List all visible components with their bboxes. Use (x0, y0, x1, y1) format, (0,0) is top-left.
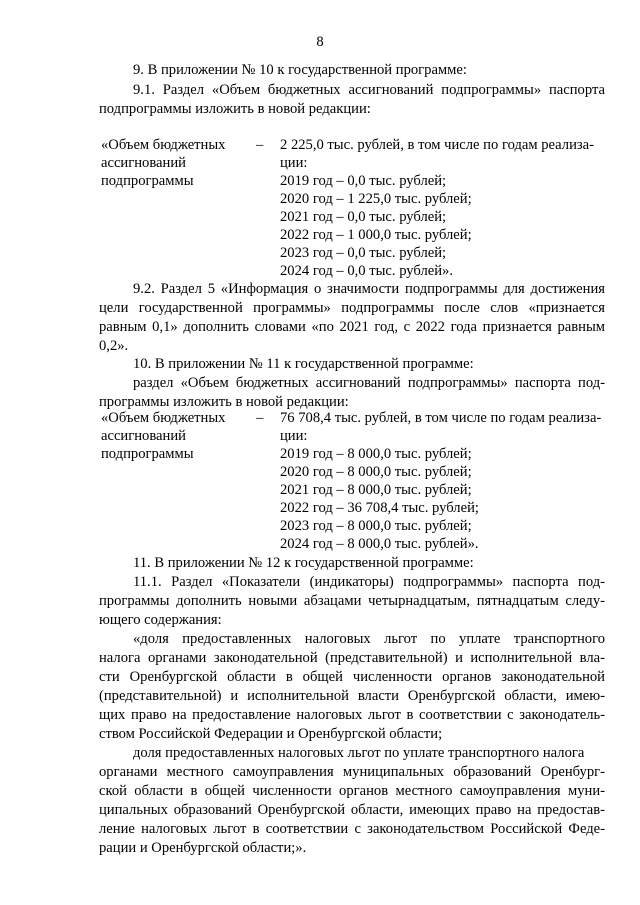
table-dash: – (256, 410, 264, 426)
quote-1-line: щих право на предоставление налоговых льгот в соответствии с законодатель- (99, 707, 605, 723)
quote-1-line: ством Российской Федерации и Оренбургской области; (99, 726, 443, 742)
table-value-line: 2019 год – 0,0 тыс. рублей; (280, 173, 447, 189)
quote-2-line: органами местного самоуправления муниципальных образований Оренбург- (99, 764, 605, 780)
table-value-line: 2022 год – 36 708,4 тыс. рублей; (280, 500, 479, 516)
quote-1-line: налога органами законодательной (представительной) и исполнительной вла- (99, 650, 605, 666)
quote-2-line: ской области в общей численности органов местного самоуправления муни- (99, 783, 605, 799)
quote-2-line: доля предоставленных налоговых льгот по уплате транспортного налога (133, 745, 585, 761)
quote-2-line: ципальных образований Оренбургской области, имеющих право на предостав- (99, 802, 605, 818)
table-value-line: 2023 год – 8 000,0 тыс. рублей; (280, 518, 472, 534)
quote-1-line: сти Оренбургской области в общей численности органов законодательной (99, 669, 605, 685)
section-9-2-line: 0,2». (99, 338, 129, 354)
table-label-line-3: подпрограммы (101, 446, 194, 462)
table-value-line: 2024 год – 8 000,0 тыс. рублей». (280, 536, 479, 552)
page-number: 8 (316, 34, 324, 50)
table-value-line: ции: (280, 428, 308, 444)
table-value-line: 2021 год – 0,0 тыс. рублей; (280, 209, 447, 225)
section-11-1-line: программы дополнить новыми абзацами четырнадцатым, пятнадцатым следу- (99, 593, 605, 609)
section-11-1-line: 11.1. Раздел «Показатели (индикаторы) подпрограммы» паспорта под- (133, 574, 605, 590)
table-label-line-2: ассигнований (101, 428, 186, 444)
section-9-2-line: 9.2. Раздел 5 «Информация о значимости подпрограммы для достижения (133, 281, 605, 297)
section-10-line-2: программы изложить в новой редакции: (99, 394, 349, 410)
table-value-line: 76 708,4 тыс. рублей, в том числе по годам реализа- (280, 410, 602, 426)
section-11-heading: 11. В приложении № 12 к государственной программе: (133, 555, 474, 571)
section-9-1-line-1: 9.1. Раздел «Объем бюджетных ассигнований подпрограммы» паспорта (133, 82, 605, 98)
table-label-line-1: «Объем бюджетных (101, 410, 226, 426)
section-10-heading: 10. В приложении № 11 к государственной программе: (133, 356, 474, 372)
section-9-heading: 9. В приложении № 10 к государственной программе: (133, 62, 467, 78)
table-value-line: 2020 год – 1 225,0 тыс. рублей; (280, 191, 472, 207)
table-value-line: 2024 год – 0,0 тыс. рублей». (280, 263, 453, 279)
section-9-2-line: цели государственной программы» подпрограммы после слов «признается (99, 300, 605, 316)
table-value-line: 2022 год – 1 000,0 тыс. рублей; (280, 227, 472, 243)
section-9-1-line-2: подпрограммы изложить в новой редакции: (99, 101, 371, 117)
section-11-1-line: ющего содержания: (99, 612, 222, 628)
table-value-line: ции: (280, 155, 308, 171)
table-value-line: 2 225,0 тыс. рублей, в том числе по годам реализа- (280, 137, 594, 153)
table-value-line: 2021 год – 8 000,0 тыс. рублей; (280, 482, 472, 498)
table-label-line-1: «Объем бюджетных (101, 137, 226, 153)
quote-1-line: (представительной) и исполнительной власти Оренбургской области, имею- (99, 688, 605, 704)
quote-1-line: «доля предоставленных налоговых льгот по уплате транспортного (133, 631, 605, 647)
table-dash: – (256, 137, 264, 153)
quote-2-line: ление налоговых льгот в соответствии с законодательством Российской Феде- (99, 821, 605, 837)
section-9-2-line: равным 0,1» дополнить словами «по 2021 год, с 2022 года признается равным (99, 319, 605, 335)
table-label-line-3: подпрограммы (101, 173, 194, 189)
table-value-line: 2023 год – 0,0 тыс. рублей; (280, 245, 447, 261)
table-value-line: 2019 год – 8 000,0 тыс. рублей; (280, 446, 472, 462)
quote-2-line: рации и Оренбургской области;». (99, 840, 307, 856)
section-10-line-1: раздел «Объем бюджетных ассигнований подпрограммы» паспорта под- (133, 375, 605, 391)
table-value-line: 2020 год – 8 000,0 тыс. рублей; (280, 464, 472, 480)
table-label-line-2: ассигнований (101, 155, 186, 171)
